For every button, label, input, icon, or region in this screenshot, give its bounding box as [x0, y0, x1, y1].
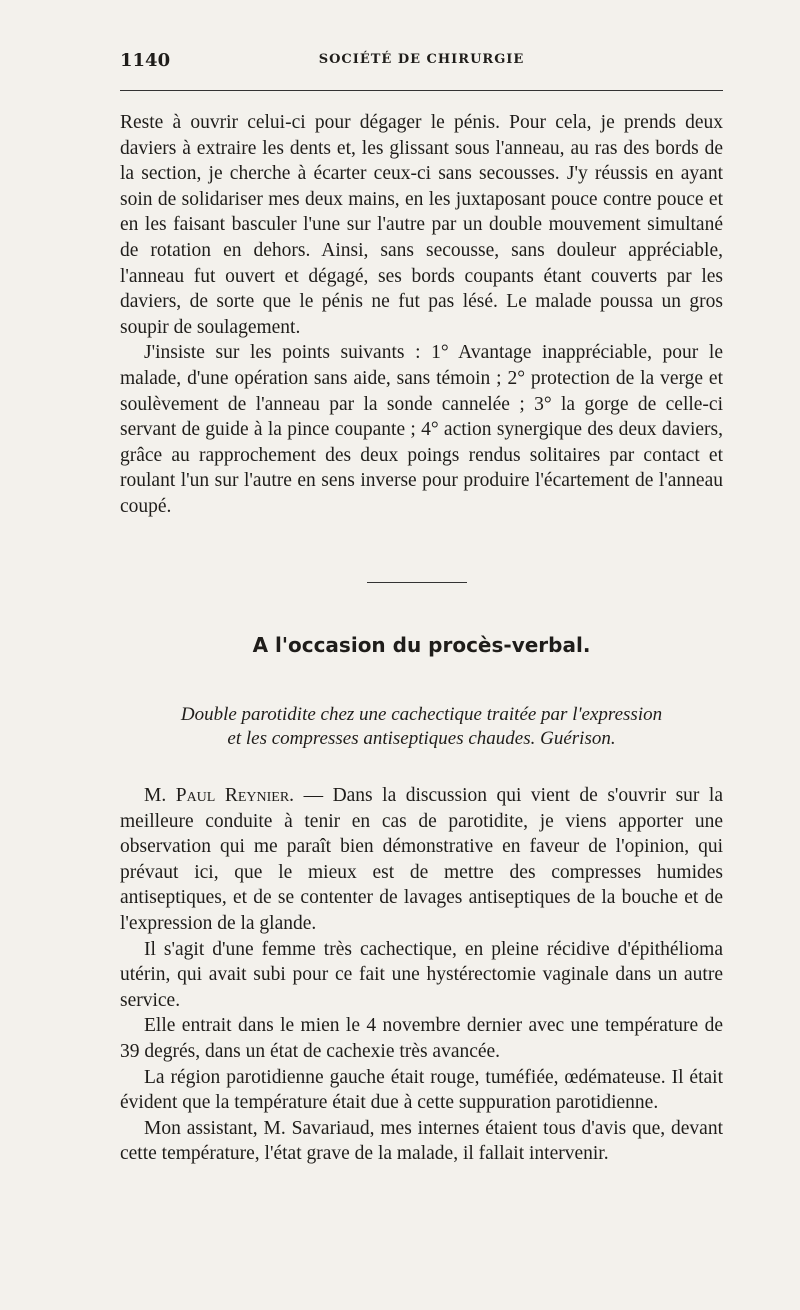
body-section-1 [120, 110, 723, 520]
paragraph-text: — Dans la discussion qui vient de s'ouvrir sur la meilleure conduite à tenir en cas de parotidite, je viens apporter une observation qui me paraît bien démonstrative en faveur de l'opinion, qui prévaut ici, que le mieux est de mettre des compresses humides antiseptiques, et de se contenter de lavages antiseptiques de la bouche et de l'expression de la glande. [120, 785, 723, 934]
section-subtitle [120, 703, 723, 751]
subtitle-line: et les compresses antiseptiques chaudes. Guérison. [227, 728, 616, 749]
page-number: 1140 [120, 50, 171, 71]
body-paragraph: La région parotidienne gauche était rouge, tuméfiée, œdémateuse. Il était évident que la température était due à cette suppuration parotidienne. [120, 1066, 723, 1114]
body-section-2 [120, 783, 723, 1167]
subtitle-line: Double parotidite chez une cachectique traitée par l'expression [180, 704, 663, 725]
body-paragraph: Il s'agit d'une femme très cachectique, en pleine récidive d'épithélioma utérin, qui avait subi pour ce fait une hystérectomie vaginale dans un autre service. [120, 938, 723, 1011]
body-paragraph: Reste à ouvrir celui-ci pour dégager le pénis. Pour cela, je prends deux daviers à extraire les dents et, les glissant sous l'anneau, au ras des bords de la section, je cherche à écarter ceux-ci sans secousses. J'y réussis en ayant soin de solidariser mes deux mains, en les juxtaposant pouce contre pouce et en les faisant basculer l'une sur l'autre par un double mouvement simultané de rotation en dehors. Ainsi, sans secousse, sans douleur appréciable, l'anneau fut ouvert et dégagé, ses bords coupants étant couverts par les daviers, de sorte que le pénis ne fut pas lésé. Le malade poussa un gros soupir de soulagement. [120, 112, 723, 338]
speaker-name: M. Paul Reynier. [144, 785, 295, 806]
header-rule [120, 90, 723, 91]
body-paragraph: Elle entrait dans le mien le 4 novembre dernier avec une température de 39 degrés, dans un état de cachexie très avancée. [120, 1015, 723, 1062]
body-paragraph [120, 783, 723, 937]
body-paragraph: Mon assistant, M. Savariaud, mes internes étaient tous d'avis que, devant cette température, l'état grave de la malade, il fallait intervenir. [120, 1117, 723, 1165]
page-header [120, 50, 723, 74]
section-heading: A l'occasion du procès-verbal. [252, 633, 591, 657]
section-divider [367, 582, 467, 583]
body-paragraph: J'insiste sur les points suivants : 1° Avantage inappréciable, pour le malade, d'une opération sans aide, sans témoin ; 2° protection de la verge et soulèvement de l'anneau par la sonde cannelée ; 3° la gorge de celle-ci servant de guide à la pince coupante ; 4° action synergique des deux daviers, grâce au rapprochement des deux poings rendus solitaires par contact et roulant l'un sur l'autre en sens inverse pour produire l'écartement de l'anneau coupé. [120, 342, 723, 517]
running-title: SOCIÉTÉ DE CHIRURGIE [318, 52, 525, 67]
